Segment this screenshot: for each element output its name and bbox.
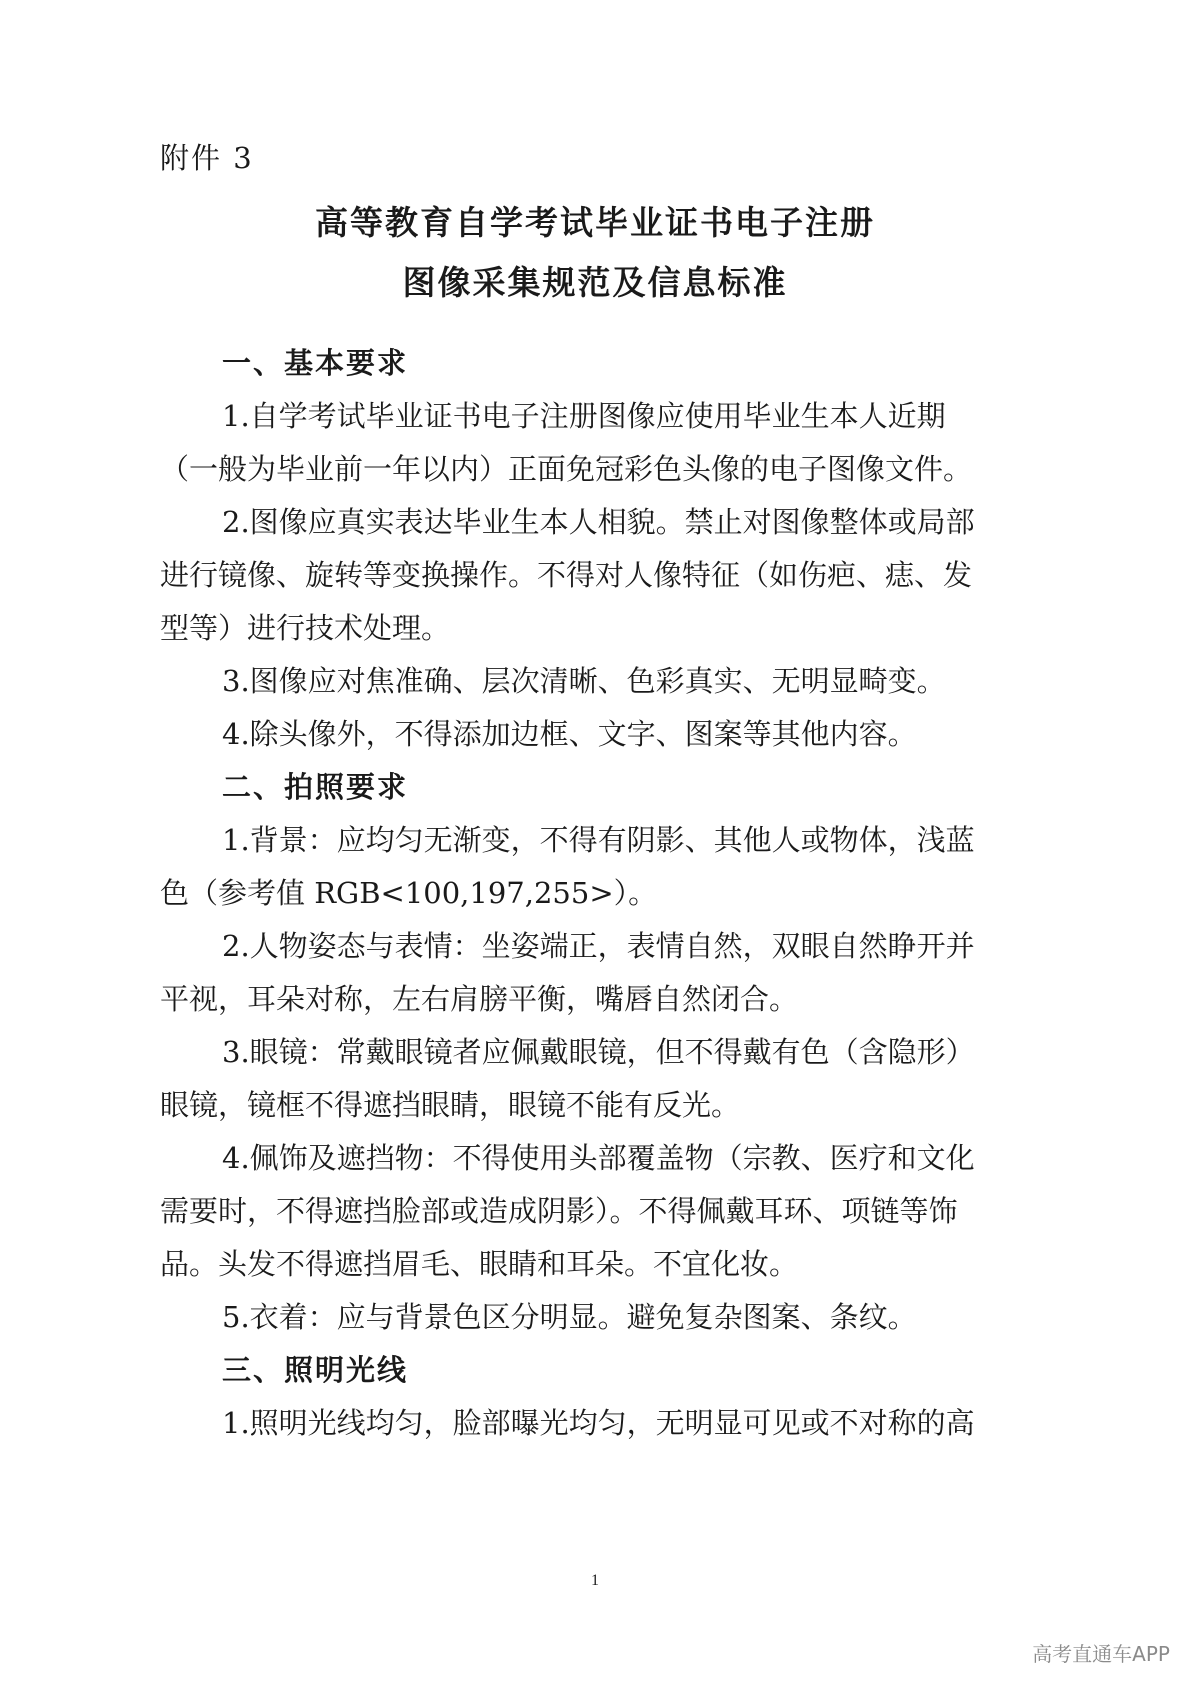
body-line: 1.背景：应均匀无渐变，不得有阴影、其他人或物体，浅蓝 (222, 823, 975, 857)
body-line: 眼镜，镜框不得遮挡眼睛，眼镜不能有反光。 (160, 1088, 741, 1122)
watermark: 高考直通车APP (1032, 1642, 1170, 1666)
section-heading-lighting: 三、照明光线 (222, 1353, 409, 1387)
body-line: 进行镜像、旋转等变换操作。不得对人像特征（如伤疤、痣、发 (160, 558, 973, 592)
body-line: 3.图像应对焦准确、层次清晰、色彩真实、无明显畸变。 (222, 664, 946, 698)
page-number: 1 (591, 1572, 599, 1589)
document-title-line-2: 图像采集规范及信息标准 (402, 263, 788, 302)
body-line: 平视，耳朵对称，左右肩膀平衡，嘴唇自然闭合。 (160, 982, 799, 1016)
section-heading-photo-requirements: 二、拍照要求 (222, 770, 409, 804)
body-line: 1.照明光线均匀，脸部曝光均匀，无明显可见或不对称的高 (222, 1406, 975, 1440)
body-line: 4.佩饰及遮挡物：不得使用头部覆盖物（宗教、医疗和文化 (222, 1141, 975, 1175)
body-line: 1.自学考试毕业证书电子注册图像应使用毕业生本人近期 (222, 399, 946, 433)
document-title-line-1: 高等教育自学考试毕业证书电子注册 (315, 203, 875, 242)
body-line: 需要时，不得遮挡脸部或造成阴影）。不得佩戴耳环、项链等饰 (160, 1194, 958, 1228)
body-line: 色（参考值 RGB<100,197,255>）。 (160, 876, 658, 910)
attachment-label: 附件 3 (160, 141, 254, 175)
body-line: 品。头发不得遮挡眉毛、眼睛和耳朵。不宜化妆。 (160, 1247, 799, 1281)
body-line: 4.除头像外，不得添加边框、文字、图案等其他内容。 (222, 717, 917, 751)
body-line: 5.衣着：应与背景色区分明显。避免复杂图案、条纹。 (222, 1300, 917, 1334)
body-line: （一般为毕业前一年以内）正面免冠彩色头像的电子图像文件。 (160, 452, 973, 486)
body-line: 2.人物姿态与表情：坐姿端正，表情自然，双眼自然睁开并 (222, 929, 975, 963)
body-line: 3.眼镜：常戴眼镜者应佩戴眼镜，但不得戴有色（含隐形） (222, 1035, 975, 1069)
body-line: 2.图像应真实表达毕业生本人相貌。禁止对图像整体或局部 (222, 505, 975, 539)
section-heading-basic-requirements: 一、基本要求 (222, 346, 409, 380)
body-line: 型等）进行技术处理。 (160, 611, 451, 645)
